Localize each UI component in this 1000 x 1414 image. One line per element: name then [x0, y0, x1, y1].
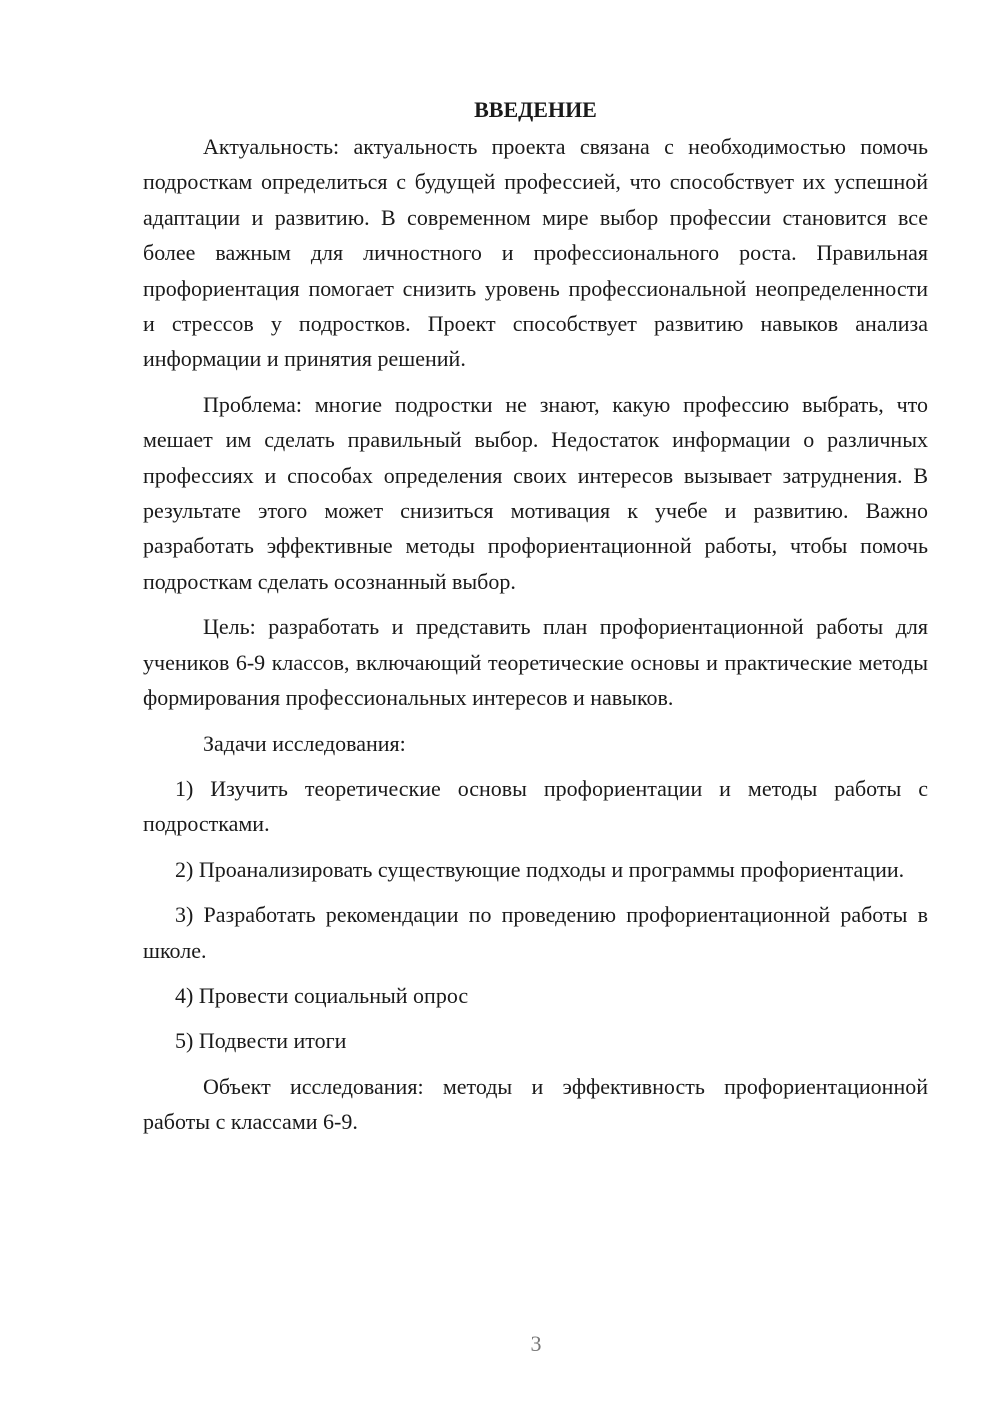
task-item: 5) Подвести итоги — [175, 1028, 347, 1054]
paragraph-object: Объект исследования: методы и эффективность профориентационной работы с классами 6-9. — [143, 1073, 928, 1135]
paragraph-problem: Проблема: многие подростки не знают, какую профессию выбрать, что мешает им сделать правильный выбор. Недостаток информации о различных профессиях и способах определения своих интересов вызывает затруднения. В результате этого может снизиться мотивация к учебе и развитию. Важно разработать эффективные методы профориентационной работы, чтобы помочь подросткам сделать осознанный выбор. — [143, 391, 928, 594]
task-item: 1) Изучить теоретические основы профориентации и методы работы с подростками. — [143, 775, 928, 837]
document-page — [143, 92, 928, 1150]
paragraph-goal: Цель: разработать и представить план профориентационной работы для учеников 6-9 классов, включающий теоретические основы и практические методы формирования профессиональных интересов и навыков. — [143, 614, 928, 711]
tasks-heading: Задачи исследования: — [203, 730, 406, 756]
task-item: 2) Проанализировать существующие подходы и программы профориентации. — [175, 856, 905, 882]
page-number: 3 — [530, 1331, 542, 1356]
task-item: 3) Разработать рекомендации по проведению профориентационной работы в школе. — [143, 902, 928, 963]
task-item: 4) Провести социальный опрос — [175, 982, 469, 1008]
paragraph-relevance: Актуальность: актуальность проекта связана с необходимостью помочь подросткам определиться с будущей профессией, что способствует их успешной адаптации и развитию. В современном мире выбор профессии становится все более важным для личностного и профессионального роста. Правильная профориентация помогает снизить уровень профессиональной неопределенности и стрессов у подростков. Проект способствует развитию навыков анализа информации и принятия решений. — [143, 134, 928, 372]
section-heading: ВВЕДЕНИЕ — [474, 97, 597, 122]
